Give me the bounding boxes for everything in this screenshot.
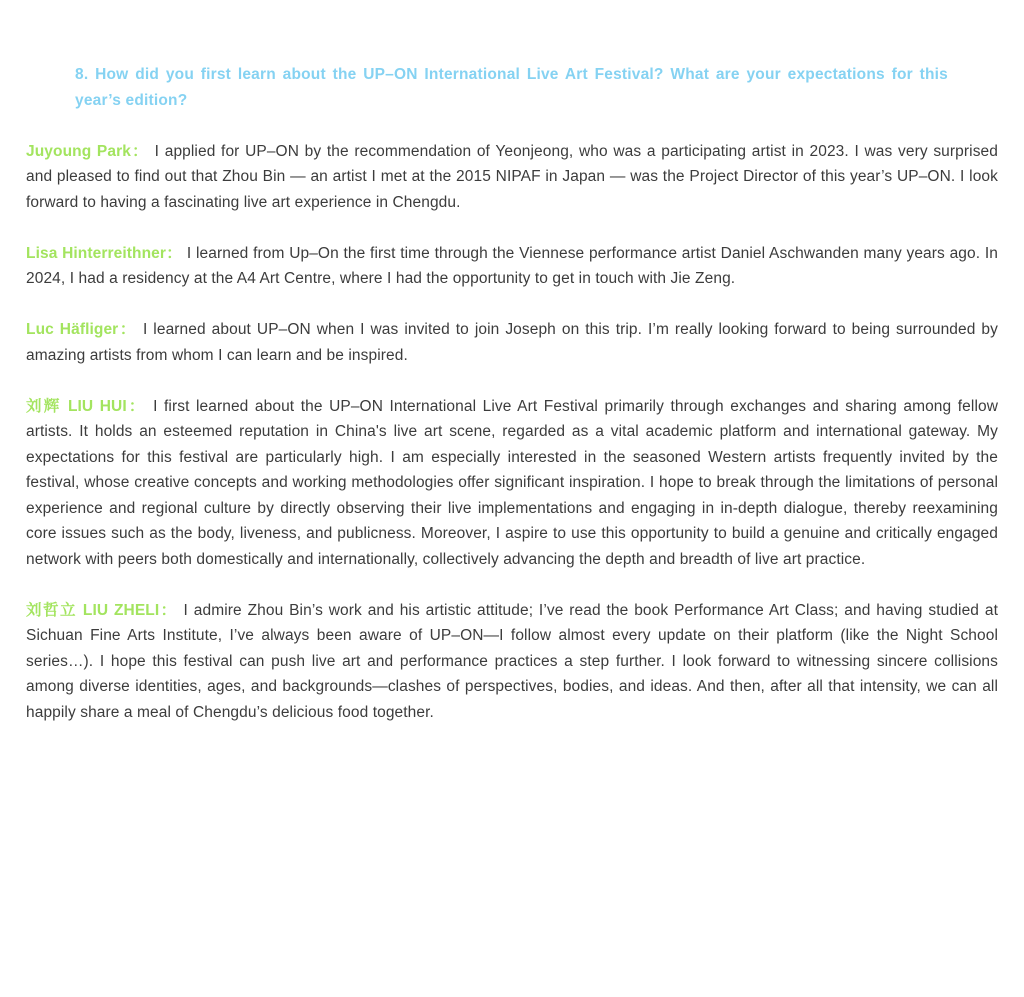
answer-text: I learned about UP–ON when I was invited to join Joseph on this trip. I’m really looking forward to being surrounded by amazing artists from whom I can learn and be inspired. <box>26 321 998 364</box>
answer-text: I admire Zhou Bin’s work and his artistic attitude; I’ve read the book Performance Art Class; and having studied at Sichuan Fine Arts Institute, I’ve always been aware of UP–ON—I follow almost every update on their platform (like the Night School series…). I hope this festival can push live art and performance practices a step further. I look forward to witnessing sincere collisions among diverse identities, ages, and backgrounds—clashes of perspectives, bodies, and ideas. And then, after all that intensity, we can all happily share a meal of Chengdu’s delicious food together. <box>26 601 998 721</box>
answer-paragraph-liu-zheli <box>26 598 998 726</box>
answer-text: I learned from Up–On the first time through the Viennese performance artist Daniel Aschwanden many years ago. In 2024, I had a residency at the A4 Art Centre, where I had the opportunity to get in touch with Jie Zeng. <box>26 244 998 287</box>
answer-text: I applied for UP–ON by the recommendation of Yeonjeong, who was a participating artist in 2023. I was very surprised and pleased to find out that Zhou Bin — an artist I met at the 2015 NIPAF in Japan — was the Project Director of this year’s UP–ON. I look forward to having a fascinating live art experience in Chengdu. <box>26 142 998 211</box>
artist-name: 刘哲立 LIU ZHELI： <box>26 601 178 619</box>
question-heading: 8. How did you first learn about the UP–ON International Live Art Festival? What are your expectations for this year’s edition? <box>75 66 948 109</box>
artist-name: 刘辉 LIU HUI： <box>26 397 147 415</box>
artist-name: Juyoung Park： <box>26 142 150 160</box>
answer-text: I first learned about the UP–ON International Live Art Festival primarily through exchanges and sharing among fellow artists. It holds an esteemed reputation in China's live art scene, regarded as a vital academic platform and international gateway. My expectations for this festival are particularly high. I am especially interested in the seasoned Western artists frequently invited by the festival, whose creative concepts and working methodologies offer significant inspiration. I hope to break through the limitations of personal experience and regional culture by directly observing their live implementations and engaging in in-depth dialogue, thereby reexamining core issues such as the body, liveness, and publicness. Moreover, I aspire to use this opportunity to build a genuine and critically engaged network with peers both domestically and internationally, collectively advancing the depth and breadth of live art practice. <box>26 397 998 568</box>
artist-name: Lisa Hinterreithner： <box>26 244 183 262</box>
artist-name: Luc Häfliger： <box>26 321 137 338</box>
answer-paragraph-lisa-hinterreithner <box>26 241 998 292</box>
answer-paragraph-liu-hui <box>26 394 998 573</box>
answer-paragraph-juyoung-park <box>26 139 998 216</box>
answer-paragraph-luc-hafliger <box>26 317 998 368</box>
